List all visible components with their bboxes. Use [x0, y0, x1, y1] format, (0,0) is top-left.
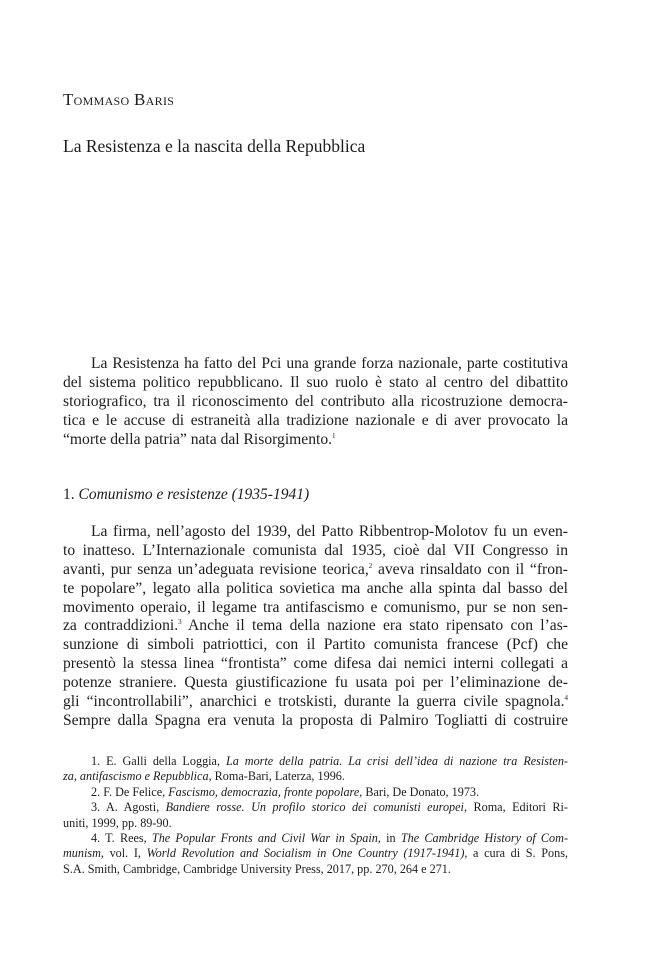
footnote-volume-title: World Revolution and Socialism in One Country (1917-1941): [146, 846, 465, 861]
body-line: te popolare”, legato alla politica sovietica ma anche alla spinta dal basso del: [63, 579, 568, 597]
footnote-text: , Roma, Editori Ri-: [463, 800, 568, 815]
body-line-text: gli “incontrollabili”, anarchici e trotskisti, durante la guerra civile spagnola.: [63, 693, 565, 711]
abstract-line-text: “morte della patria” nata dal Risorgimento.: [63, 430, 333, 448]
footnote-1: [63, 754, 568, 769]
footnote-ref: 3: [178, 618, 182, 627]
body-line: La firma, nell’agosto del 1939, del Patto Ribbentrop-Molotov fu un even-: [91, 523, 568, 540]
author-name: Tommaso Baris: [63, 90, 175, 109]
footnote-2: [63, 785, 568, 800]
abstract-line: La Resistenza ha fatto del Pci una grande forza nazionale, parte costitutiva: [91, 355, 568, 372]
footnote-ref: 4: [564, 694, 568, 703]
footnote-text: 3. A. Agosti,: [91, 800, 166, 815]
footnote-text: , in: [377, 830, 401, 845]
footnote-ref: 1: [332, 431, 336, 440]
section-title: Comunismo e resistenze (1935-1941): [78, 486, 310, 503]
footnote-work-title: za, antifascismo e Repubblica: [63, 769, 209, 784]
abstract-line: del sistema politico repubblicano. Il suo ruolo è stato al centro del dibattito: [63, 373, 568, 391]
section-heading: [63, 486, 309, 504]
footnote-work-title: La morte della patria. La crisi dell’idea di nazione tra Resisten-: [225, 754, 568, 768]
footnote-text: , a cura di S. Pons,: [464, 846, 568, 861]
footnote-text: 4. T. Rees,: [91, 830, 152, 845]
body-line: potenze straniere. Questa giustificazione fu usata poi per l’eliminazione de-: [63, 674, 568, 692]
abstract-line: [63, 431, 568, 450]
footnote-1-cont: [63, 769, 568, 784]
chapter-title: La Resistenza e la nascita della Repubblica: [63, 136, 366, 156]
footnote-book-title: munism: [63, 846, 101, 861]
footnote-4-cont: S.A. Smith, Cambridge, Cambridge University Press, 2017, pp. 270, 264 e 271.: [63, 861, 451, 876]
body-line-text: aveva rinsaldato con il “fron-: [372, 560, 568, 578]
footnote-text: 1. E. Galli della Loggia,: [91, 754, 226, 768]
abstract: [63, 355, 568, 449]
body-line: movimento operaio, il legame tra antifascismo e comunismo, pur se non sen-: [63, 598, 568, 616]
footnote-work-title: Bandiere rosse. Un profilo storico dei comunisti europei: [165, 800, 464, 815]
abstract-line: tica e le accuse di estraneità alla tradizione nazionale e di aver provocato la: [63, 411, 568, 429]
body-line: [63, 693, 568, 712]
footnote-work-title: Fascismo, democrazia, fronte popolare: [168, 784, 360, 799]
body-line-text: za contraddizioni.: [63, 617, 179, 635]
footnote-text: , Roma-Bari, Laterza, 1996.: [208, 769, 345, 784]
body-line: Sempre dalla Spagna era venuta la proposta di Palmiro Togliatti di costruire: [63, 711, 568, 729]
footnote-work-title: The Popular Fronts and Civil War in Spain: [151, 830, 378, 845]
footnote-text: 2. F. De Felice,: [91, 784, 169, 799]
body-line: to inatteso. L’Internazionale comunista dal 1935, cioè dal VII Congresso in: [63, 541, 568, 559]
footnote-text: , vol. I,: [100, 846, 147, 861]
footnotes: [63, 754, 568, 877]
footnote-text: , Bari, De Donato, 1973.: [359, 784, 480, 799]
section-number: 1.: [63, 486, 75, 503]
body-line: [63, 617, 568, 636]
footnote-3-cont: uniti, 1999, pp. 89-90.: [63, 815, 172, 830]
abstract-line: storiografico, tra il riconoscimento del contributo alla ricostruzione democra-: [63, 392, 568, 410]
footnote-book-title: The Cambridge History of Com-: [400, 830, 569, 845]
body-line-text: Anche il tema della nazione era stato ripensato con l’as-: [181, 617, 568, 635]
footnote-ref: 2: [368, 561, 373, 570]
body-line: presentò la stessa linea “frontista” come difesa dai nemici interni collegati a: [63, 655, 568, 673]
footnote-3: [63, 800, 568, 815]
footnote-4-cont: [63, 846, 568, 861]
body-text: [63, 523, 568, 731]
footnote-4: [63, 831, 568, 846]
body-line-text: avanti, pur senza un’adeguata revisione teorica,: [63, 560, 369, 578]
body-line: [63, 561, 568, 580]
body-line: sunzione di simboli patriottici, con il Partito comunista francese (Pcf) che: [63, 636, 568, 654]
